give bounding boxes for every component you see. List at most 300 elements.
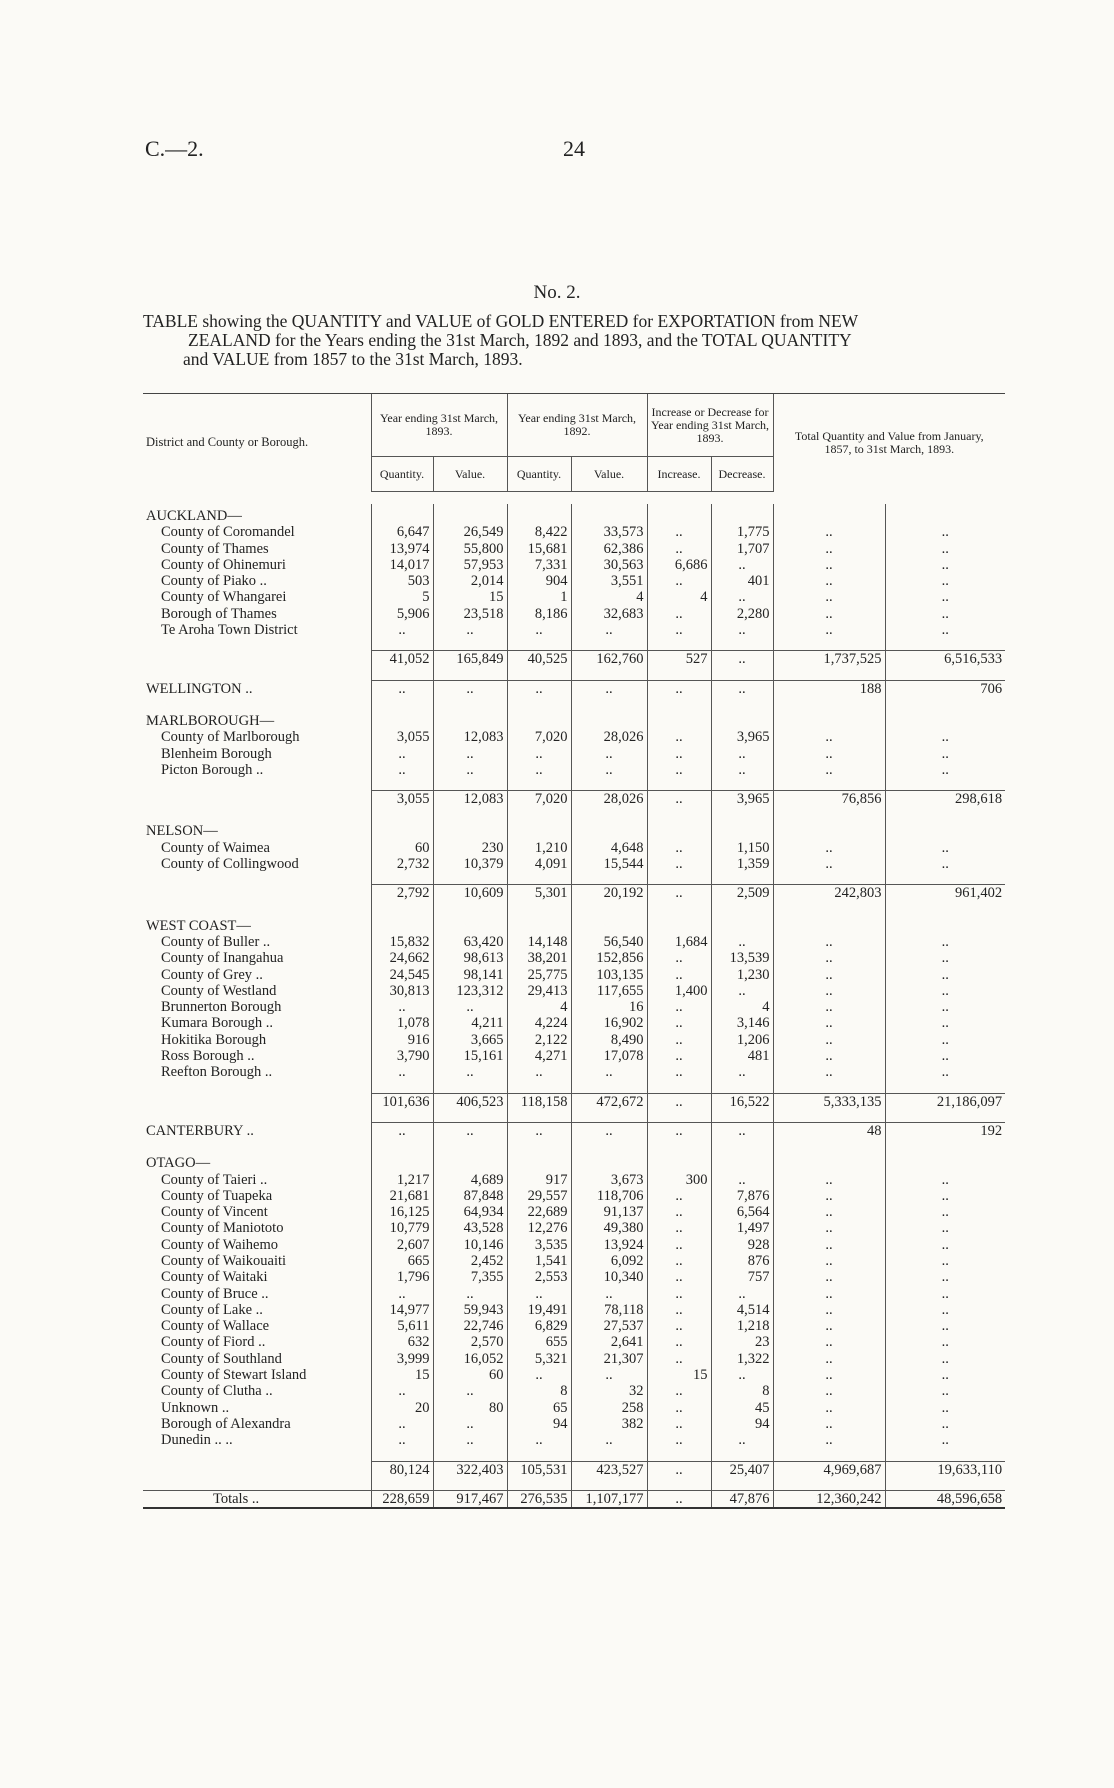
row-label: Te Aroha Town District xyxy=(161,622,298,639)
cell-total-quantity: .. xyxy=(773,557,885,573)
column-header-year-1892: Year ending 31st March, 1892. xyxy=(507,394,647,457)
cell-quantity-1892: 15,681 xyxy=(507,541,571,557)
row-label: County of Tuapeka xyxy=(161,1187,273,1204)
spacer-row xyxy=(143,1110,1005,1123)
row-label: County of Southland xyxy=(161,1350,282,1367)
row-label: County of Thames xyxy=(161,540,269,557)
cell-total-quantity: 5,333,135 xyxy=(773,1093,885,1110)
spacer-row xyxy=(143,778,1005,791)
cell-increase: .. xyxy=(647,1204,711,1220)
row-label: County of Vincent xyxy=(161,1204,268,1221)
cell-value-1893: 80 xyxy=(433,1400,507,1416)
cell-increase: 6,686 xyxy=(647,557,711,573)
cell-increase: .. xyxy=(647,791,711,808)
cell-value-1893: 64,934 xyxy=(433,1204,507,1220)
row-label: County of Lake .. xyxy=(161,1301,263,1318)
spacer-row xyxy=(143,807,1005,819)
subtotal-row-marlborough xyxy=(143,791,1005,808)
cell-total-quantity: 76,856 xyxy=(773,791,885,808)
cell-total-quantity: .. xyxy=(773,1400,885,1416)
cell-total-value: .. xyxy=(885,557,1005,573)
cell-quantity-1892: 917 xyxy=(507,1172,571,1188)
cell-quantity-1893: 101,636 xyxy=(371,1093,433,1110)
cell-value-1893: 2,570 xyxy=(433,1334,507,1350)
bottom-rule xyxy=(143,1507,1005,1508)
cell-decrease: .. xyxy=(711,589,773,605)
row-label: County of Waikouaiti xyxy=(161,1252,287,1269)
cell-value-1893: 60 xyxy=(433,1367,507,1383)
cell-quantity-1892: .. xyxy=(507,1286,571,1302)
cell-increase: .. xyxy=(647,1093,711,1110)
column-header-decrease: Decrease. xyxy=(711,457,773,492)
cell-decrease: 7,876 xyxy=(711,1188,773,1204)
cell-quantity-1892: 8,422 xyxy=(507,524,571,540)
cell-total-value: .. xyxy=(885,1367,1005,1383)
row-label: Brunnerton Borough xyxy=(161,999,282,1016)
spacer-row xyxy=(143,668,1005,681)
cell-quantity-1893: 15,832 xyxy=(371,934,433,950)
row-label: Unknown .. xyxy=(161,1399,230,1416)
table-row xyxy=(143,1334,1005,1350)
row-label: Ross Borough .. xyxy=(161,1048,255,1065)
cell-quantity-1892: .. xyxy=(507,746,571,762)
cell-value-1893: 4,689 xyxy=(433,1172,507,1188)
cell-value-1893: .. xyxy=(433,622,507,638)
cell-value-1892: 91,137 xyxy=(571,1204,647,1220)
table-row xyxy=(143,1269,1005,1285)
cell-quantity-1892: .. xyxy=(507,762,571,778)
empty-cell xyxy=(433,819,507,839)
cell-increase: .. xyxy=(647,950,711,966)
cell-total-value: .. xyxy=(885,983,1005,999)
cell-decrease: 1,218 xyxy=(711,1318,773,1334)
cell-decrease: .. xyxy=(711,1064,773,1080)
cell-total-value: .. xyxy=(885,1253,1005,1269)
table-row xyxy=(143,983,1005,999)
cell-value-1892: 13,924 xyxy=(571,1237,647,1253)
cell-total-quantity: .. xyxy=(773,934,885,950)
spacer-row xyxy=(143,902,1005,914)
cell-quantity-1892: 904 xyxy=(507,573,571,589)
cell-increase: .. xyxy=(647,1432,711,1448)
empty-cell xyxy=(711,1151,773,1171)
cell-increase: .. xyxy=(647,1237,711,1253)
empty-label xyxy=(143,1093,371,1110)
cell-increase: 4 xyxy=(647,589,711,605)
cell-decrease: 3,146 xyxy=(711,1015,773,1031)
cell-quantity-1893: 21,681 xyxy=(371,1188,433,1204)
cell-value-1892: 103,135 xyxy=(571,967,647,983)
cell-quantity-1893: 20 xyxy=(371,1400,433,1416)
cell-value-1893: 22,746 xyxy=(433,1318,507,1334)
cell-value-1893: 2,014 xyxy=(433,573,507,589)
empty-cell xyxy=(773,914,885,934)
page-number: 24 xyxy=(563,136,585,161)
cell-total-value: .. xyxy=(885,1015,1005,1031)
cell-quantity-1893: 665 xyxy=(371,1253,433,1269)
cell-quantity-1893: 1,078 xyxy=(371,1015,433,1031)
table-row xyxy=(143,950,1005,966)
cell-decrease: 23 xyxy=(711,1334,773,1350)
row-label: County of Stewart Island xyxy=(161,1367,307,1384)
cell-total-quantity: .. xyxy=(773,573,885,589)
cell-quantity-1892: 3,535 xyxy=(507,1237,571,1253)
cell-total-quantity: 188 xyxy=(773,680,885,697)
cell-total-value: .. xyxy=(885,1172,1005,1188)
cell-total-value: .. xyxy=(885,1334,1005,1350)
empty-cell xyxy=(507,709,571,729)
cell-total-value: .. xyxy=(885,1204,1005,1220)
row-label: Borough of Alexandra xyxy=(161,1415,291,1432)
cell-quantity-1893: 228,659 xyxy=(371,1490,433,1507)
cell-value-1892: .. xyxy=(571,746,647,762)
cell-decrease: .. xyxy=(711,1432,773,1448)
spacer-row xyxy=(143,697,1005,709)
empty-label xyxy=(143,885,371,902)
empty-cell xyxy=(647,819,711,839)
cell-quantity-1892: 29,413 xyxy=(507,983,571,999)
cell-decrease: 94 xyxy=(711,1416,773,1432)
cell-total-value: .. xyxy=(885,573,1005,589)
cell-quantity-1892: 1,541 xyxy=(507,1253,571,1269)
cell-decrease: 25,407 xyxy=(711,1461,773,1478)
cell-value-1892: .. xyxy=(571,762,647,778)
cell-quantity-1892: .. xyxy=(507,680,571,697)
cell-value-1893: 57,953 xyxy=(433,557,507,573)
row-label: County of Waitaki xyxy=(161,1269,268,1286)
cell-quantity-1893: 10,779 xyxy=(371,1220,433,1236)
cell-value-1893: 406,523 xyxy=(433,1093,507,1110)
cell-decrease: 16,522 xyxy=(711,1093,773,1110)
empty-cell xyxy=(507,914,571,934)
row-label: County of Fiord .. xyxy=(161,1334,266,1351)
cell-quantity-1892: 7,020 xyxy=(507,791,571,808)
cell-total-value: .. xyxy=(885,856,1005,872)
cell-value-1893: 10,146 xyxy=(433,1237,507,1253)
cell-quantity-1892: 40,525 xyxy=(507,651,571,668)
empty-cell xyxy=(571,1151,647,1171)
table-row xyxy=(143,1367,1005,1383)
cell-quantity-1893: 15 xyxy=(371,1367,433,1383)
cell-increase: .. xyxy=(647,680,711,697)
subtotal-row-otago xyxy=(143,1461,1005,1478)
cell-total-quantity: .. xyxy=(773,1432,885,1448)
cell-decrease: 3,965 xyxy=(711,729,773,745)
cell-total-quantity: .. xyxy=(773,746,885,762)
cell-quantity-1892: 1,210 xyxy=(507,840,571,856)
cell-quantity-1892: 8,186 xyxy=(507,606,571,622)
empty-label xyxy=(143,651,371,668)
row-label: County of Inangahua xyxy=(161,950,284,967)
cell-quantity-1893: 3,055 xyxy=(371,729,433,745)
cell-total-quantity: .. xyxy=(773,840,885,856)
cell-value-1893: 55,800 xyxy=(433,541,507,557)
row-label: County of Taieri .. xyxy=(161,1171,268,1188)
header-row-groups xyxy=(143,394,1005,457)
cell-increase: .. xyxy=(647,1015,711,1031)
cell-quantity-1892: 5,301 xyxy=(507,885,571,902)
cell-value-1893: .. xyxy=(433,680,507,697)
table-row xyxy=(143,840,1005,856)
cell-increase: .. xyxy=(647,606,711,622)
section-marlborough xyxy=(143,709,1005,729)
table-row xyxy=(143,589,1005,605)
empty-cell xyxy=(773,504,885,524)
table-row xyxy=(143,729,1005,745)
empty-cell xyxy=(571,504,647,524)
cell-total-value: .. xyxy=(885,729,1005,745)
cell-value-1893: 63,420 xyxy=(433,934,507,950)
cell-quantity-1893: 80,124 xyxy=(371,1461,433,1478)
empty-cell xyxy=(433,914,507,934)
column-header-quantity-1892: Quantity. xyxy=(507,457,571,492)
cell-total-value: .. xyxy=(885,1237,1005,1253)
cell-total-quantity: .. xyxy=(773,541,885,557)
cell-increase: .. xyxy=(647,840,711,856)
cell-total-value: .. xyxy=(885,589,1005,605)
cell-decrease: 1,497 xyxy=(711,1220,773,1236)
cell-value-1893: 3,665 xyxy=(433,1032,507,1048)
cell-value-1893: 87,848 xyxy=(433,1188,507,1204)
cell-quantity-1892: 2,122 xyxy=(507,1032,571,1048)
cell-decrease: 4 xyxy=(711,999,773,1015)
cell-decrease: 2,509 xyxy=(711,885,773,902)
cell-quantity-1892: .. xyxy=(507,1122,571,1139)
cell-value-1893: 59,943 xyxy=(433,1302,507,1318)
section-wellington xyxy=(143,680,1005,697)
cell-increase: .. xyxy=(647,1188,711,1204)
cell-quantity-1893: .. xyxy=(371,1286,433,1302)
cell-total-value: .. xyxy=(885,1416,1005,1432)
cell-total-value: 21,186,097 xyxy=(885,1093,1005,1110)
cell-increase: .. xyxy=(647,1269,711,1285)
cell-value-1892: .. xyxy=(571,1064,647,1080)
cell-quantity-1892: .. xyxy=(507,622,571,638)
cell-quantity-1893: .. xyxy=(371,1064,433,1080)
cell-increase: .. xyxy=(647,999,711,1015)
cell-quantity-1893: 2,732 xyxy=(371,856,433,872)
cell-value-1893: .. xyxy=(433,999,507,1015)
empty-cell xyxy=(885,709,1005,729)
cell-decrease: 757 xyxy=(711,1269,773,1285)
cell-decrease: 401 xyxy=(711,573,773,589)
table-row xyxy=(143,1383,1005,1399)
cell-decrease: .. xyxy=(711,1172,773,1188)
section-heading: NELSON— xyxy=(146,823,218,840)
cell-decrease: .. xyxy=(711,680,773,697)
cell-decrease: .. xyxy=(711,983,773,999)
cell-quantity-1893: 5,611 xyxy=(371,1318,433,1334)
cell-value-1893: 23,518 xyxy=(433,606,507,622)
cell-value-1892: 3,551 xyxy=(571,573,647,589)
cell-decrease: 1,230 xyxy=(711,967,773,983)
section-auckland xyxy=(143,504,1005,524)
cell-value-1893: 165,849 xyxy=(433,651,507,668)
cell-decrease: .. xyxy=(711,1367,773,1383)
section-heading: MARLBOROUGH— xyxy=(146,712,275,729)
cell-total-value: .. xyxy=(885,606,1005,622)
table-row xyxy=(143,1015,1005,1031)
cell-total-quantity: .. xyxy=(773,967,885,983)
cell-value-1893: 16,052 xyxy=(433,1351,507,1367)
table-row xyxy=(143,1032,1005,1048)
table-row xyxy=(143,541,1005,557)
table-row xyxy=(143,524,1005,540)
row-label: Reefton Borough .. xyxy=(161,1064,273,1081)
cell-total-quantity: .. xyxy=(773,1286,885,1302)
cell-total-quantity: .. xyxy=(773,1032,885,1048)
cell-total-value: .. xyxy=(885,1048,1005,1064)
table-row xyxy=(143,1253,1005,1269)
table-row xyxy=(143,1048,1005,1064)
cell-increase: .. xyxy=(647,1064,711,1080)
cell-quantity-1892: 4,271 xyxy=(507,1048,571,1064)
cell-value-1892: 62,386 xyxy=(571,541,647,557)
table-row xyxy=(143,1064,1005,1080)
cell-increase: .. xyxy=(647,1490,711,1507)
row-label: Dunedin .. .. xyxy=(161,1432,233,1449)
section-canterbury xyxy=(143,1122,1005,1139)
empty-cell xyxy=(711,709,773,729)
cell-total-quantity: .. xyxy=(773,589,885,605)
cell-total-value: .. xyxy=(885,1318,1005,1334)
cell-total-quantity: 12,360,242 xyxy=(773,1490,885,1507)
cell-increase: .. xyxy=(647,1048,711,1064)
cell-increase: .. xyxy=(647,1032,711,1048)
gold-export-table xyxy=(143,393,1005,1509)
row-label: Picton Borough .. xyxy=(161,761,264,778)
column-header-total-since-1857: Total Quantity and Value from January, 1857, to 31st March, 1893. xyxy=(773,394,1005,492)
cell-total-value: 298,618 xyxy=(885,791,1005,808)
cell-increase: .. xyxy=(647,1253,711,1269)
cell-decrease: .. xyxy=(711,1122,773,1139)
cell-increase: 1,400 xyxy=(647,983,711,999)
table-row xyxy=(143,1220,1005,1236)
cell-quantity-1893: 916 xyxy=(371,1032,433,1048)
cell-value-1893: .. xyxy=(433,1064,507,1080)
cell-value-1893: .. xyxy=(433,1122,507,1139)
empty-cell xyxy=(711,819,773,839)
row-label: County of Maniototo xyxy=(161,1220,284,1237)
cell-decrease: .. xyxy=(711,651,773,668)
cell-increase: .. xyxy=(647,762,711,778)
cell-decrease: 4,514 xyxy=(711,1302,773,1318)
cell-value-1892: 6,092 xyxy=(571,1253,647,1269)
cell-decrease: 3,965 xyxy=(711,791,773,808)
cell-value-1892: .. xyxy=(571,1122,647,1139)
cell-value-1892: 1,107,177 xyxy=(571,1490,647,1507)
cell-quantity-1892: 2,553 xyxy=(507,1269,571,1285)
cell-value-1892: 56,540 xyxy=(571,934,647,950)
table-row xyxy=(143,1302,1005,1318)
cell-total-quantity: .. xyxy=(773,1204,885,1220)
column-header-value-1893: Value. xyxy=(433,457,507,492)
section-otago xyxy=(143,1151,1005,1171)
cell-value-1892: .. xyxy=(571,680,647,697)
section-heading: AUCKLAND— xyxy=(146,508,242,524)
cell-increase: .. xyxy=(647,967,711,983)
cell-value-1893: .. xyxy=(433,1383,507,1399)
cell-value-1892: 32 xyxy=(571,1383,647,1399)
caption-line-2: ZEALAND for the Years ending the 31st March, 1892 and 1893, and the TOTAL QUANTITY xyxy=(188,330,852,350)
cell-value-1893: 12,083 xyxy=(433,729,507,745)
cell-decrease: 1,150 xyxy=(711,840,773,856)
cell-increase: .. xyxy=(647,1400,711,1416)
cell-total-value: .. xyxy=(885,967,1005,983)
cell-total-quantity: .. xyxy=(773,1269,885,1285)
cell-total-quantity: .. xyxy=(773,1237,885,1253)
table-row xyxy=(143,1432,1005,1448)
cell-quantity-1892: 4 xyxy=(507,999,571,1015)
cell-total-value: .. xyxy=(885,999,1005,1015)
cell-value-1893: .. xyxy=(433,1432,507,1448)
cell-total-quantity: .. xyxy=(773,1351,885,1367)
table-row xyxy=(143,1351,1005,1367)
table-row xyxy=(143,1286,1005,1302)
cell-quantity-1892: 12,276 xyxy=(507,1220,571,1236)
cell-total-quantity: .. xyxy=(773,1220,885,1236)
cell-value-1892: 28,026 xyxy=(571,729,647,745)
table-row xyxy=(143,762,1005,778)
cell-quantity-1892: 94 xyxy=(507,1416,571,1432)
empty-cell xyxy=(507,1151,571,1171)
row-label: County of Bruce .. xyxy=(161,1285,269,1302)
cell-value-1892: 162,760 xyxy=(571,651,647,668)
cell-total-value: 192 xyxy=(885,1122,1005,1139)
cell-increase: .. xyxy=(647,1461,711,1478)
table-row xyxy=(143,1318,1005,1334)
cell-value-1892: 117,655 xyxy=(571,983,647,999)
cell-total-quantity: .. xyxy=(773,983,885,999)
cell-value-1892: .. xyxy=(571,1286,647,1302)
cell-quantity-1892: 22,689 xyxy=(507,1204,571,1220)
cell-value-1892: 30,563 xyxy=(571,557,647,573)
cell-value-1893: 917,467 xyxy=(433,1490,507,1507)
section-nelson xyxy=(143,819,1005,839)
cell-quantity-1893: 1,796 xyxy=(371,1269,433,1285)
cell-quantity-1892: 5,321 xyxy=(507,1351,571,1367)
column-header-increase-decrease: Increase or Decrease for Year ending 31st March, 1893. xyxy=(647,394,773,457)
cell-increase: .. xyxy=(647,1122,711,1139)
cell-decrease: 928 xyxy=(711,1237,773,1253)
empty-cell xyxy=(885,1151,1005,1171)
empty-cell xyxy=(773,1151,885,1171)
cell-quantity-1892: 4,224 xyxy=(507,1015,571,1031)
cell-value-1892: 382 xyxy=(571,1416,647,1432)
cell-quantity-1893: 3,055 xyxy=(371,791,433,808)
row-label: County of Grey .. xyxy=(161,966,263,983)
cell-increase: .. xyxy=(647,1302,711,1318)
cell-quantity-1893: 503 xyxy=(371,573,433,589)
cell-value-1892: 152,856 xyxy=(571,950,647,966)
cell-decrease: 45 xyxy=(711,1400,773,1416)
empty-cell xyxy=(647,914,711,934)
cell-quantity-1892: 6,829 xyxy=(507,1318,571,1334)
cell-value-1892: 32,683 xyxy=(571,606,647,622)
cell-total-quantity: .. xyxy=(773,1048,885,1064)
cell-decrease: 6,564 xyxy=(711,1204,773,1220)
spacer-row xyxy=(143,1081,1005,1094)
document-reference: C.—2. xyxy=(145,136,204,161)
caption-line-1: TABLE showing the QUANTITY and VALUE of GOLD ENTERED for EXPORTATION from NEW xyxy=(143,311,859,331)
cell-value-1892: 472,672 xyxy=(571,1093,647,1110)
cell-value-1893: .. xyxy=(433,1286,507,1302)
cell-quantity-1892: 7,331 xyxy=(507,557,571,573)
cell-quantity-1893: 16,125 xyxy=(371,1204,433,1220)
row-label: County of Clutha .. xyxy=(161,1383,273,1400)
cell-total-value: .. xyxy=(885,1383,1005,1399)
empty-cell xyxy=(885,914,1005,934)
